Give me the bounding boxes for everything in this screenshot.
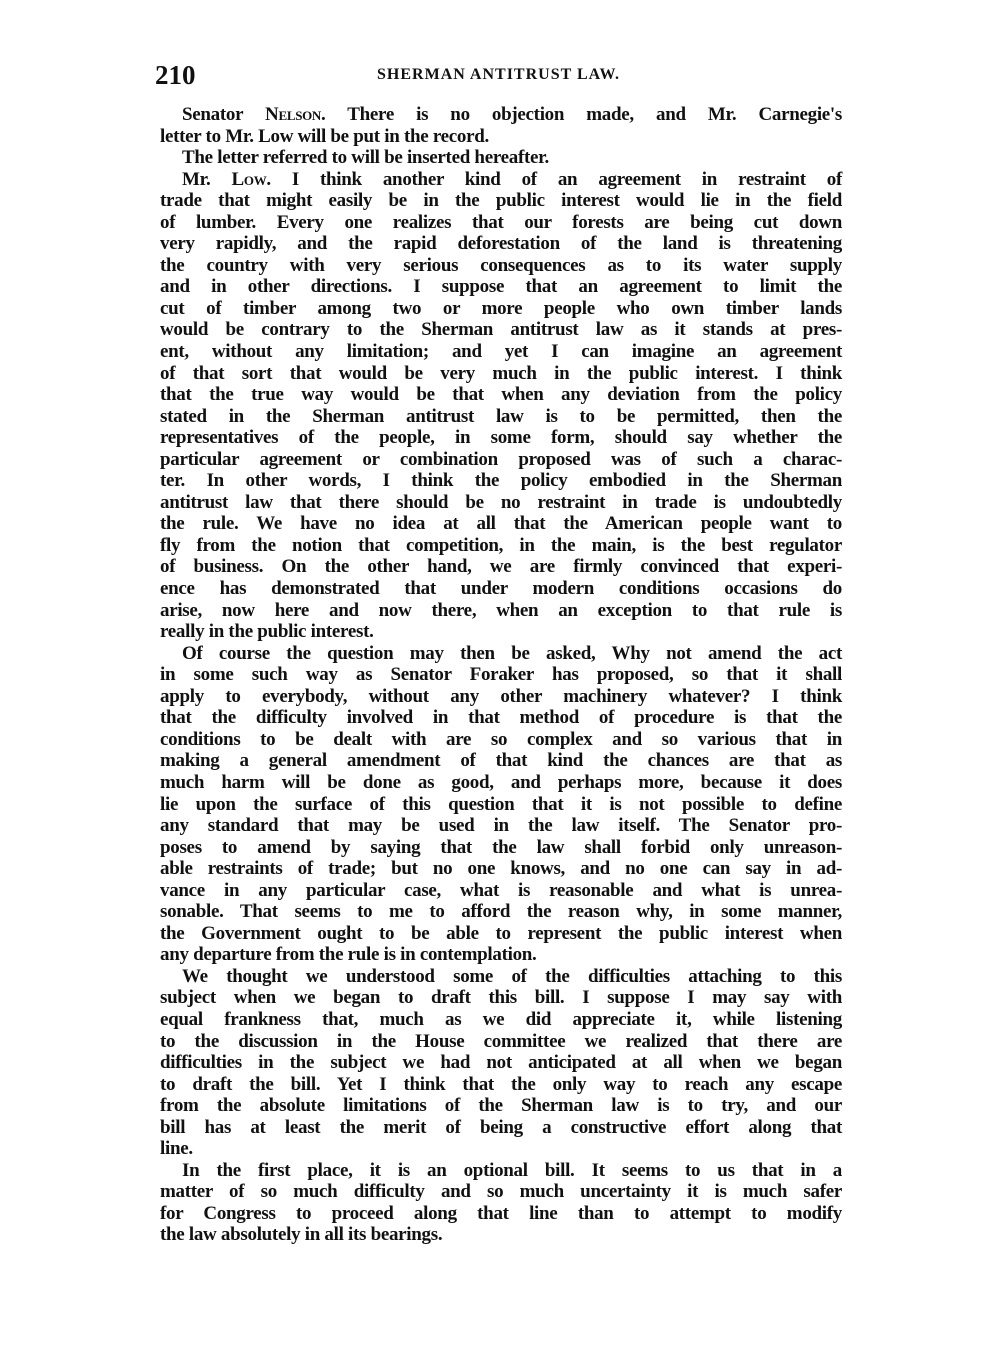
text-line: making a general amendment of that kind the chances are that as [160,750,842,772]
text-line [160,169,842,191]
text-line: much harm will be done as good, and perhaps more, because it does [160,771,842,793]
text-line: particular agreement or combination proposed was of such a charac- [160,448,842,470]
text-line: ter. In other words, I think the policy embodied in the Sherman [160,470,842,492]
text-line: really in the public interest. [160,621,374,643]
text-line: equal frankness that, much as we did appreciate it, while listening [160,1008,842,1030]
text-line: letter to Mr. Low will be put in the record. [160,125,489,147]
text-line: subject when we began to draft this bill. I suppose I may say with [160,987,842,1009]
text-line: conditions to be dealt with are so complex and so various that in [160,728,842,750]
speaker-name: Nelson [265,104,322,125]
text-line: arise, now here and now there, when an exception to that rule is [160,599,842,621]
text-line: in some such way as Senator Foraker has proposed, so that it shall [160,664,842,686]
text-line: and in other directions. I suppose that an agreement to limit the [160,276,842,298]
text-line: vance in any particular case, what is reasonable and what is unrea- [160,879,842,901]
text-line: Of course the question may then be asked, Why not amend the act [182,642,842,664]
speaker-name: Low [231,168,267,190]
text-line: ent, without any limitation; and yet I can imagine an agreement [160,341,842,363]
paragraph [160,169,842,643]
text-line: bill has at least the merit of being a constructive effort along that [160,1116,842,1138]
paragraph [160,643,842,966]
text-line: difficulties in the subject we had not anticipated at all when we began [160,1052,842,1074]
text-line: that the true way would be that when any deviation from the policy [160,384,842,406]
text-line: sonable. That seems to me to afford the reason why, in some manner, [160,901,842,923]
text-line: for Congress to proceed along that line than to attempt to modify [160,1202,842,1224]
paragraph [160,147,842,169]
text-line: We thought we understood some of the difficulties attaching to this [182,965,842,987]
text-line: any departure from the rule is in contemplation. [160,944,537,966]
text-line: would be contrary to the Sherman antitrust law as it stands at pres- [160,319,842,341]
paragraph [160,104,842,147]
text-line: of lumber. Every one realizes that our forests are being cut down [160,211,842,233]
text-line: fly from the notion that competition, in the main, is the best regulator [160,534,842,556]
text-line: the rule. We have no idea at all that the American people want to [160,513,842,535]
text-line: the law absolutely in all its bearings. [160,1224,443,1246]
text-line: the Government ought to be able to represent the public interest when [160,922,842,944]
text-line: to the discussion in the House committee we realized that there are [160,1030,842,1052]
speaker-title: Senator [182,104,266,125]
text-line: antitrust law that there should be no restraint in trade is undoubtedly [160,491,842,513]
text-line [160,104,842,126]
text-line: of that sort that would be very much in the public interest. I think [160,362,842,384]
page-body [160,104,842,1246]
text-line: able restraints of trade; but no one knows, and no one can say in ad- [160,858,842,880]
text-line: that the difficulty involved in that method of procedure is that the [160,707,842,729]
text-line: to draft the bill. Yet I think that the only way to reach any escape [160,1073,842,1095]
text-line: The letter referred to will be inserted hereafter. [182,147,549,169]
text-line: lie upon the surface of this question that it is not possible to define [160,793,842,815]
text-line: trade that might easily be in the public interest would lie in the field [160,190,842,212]
paragraph [160,966,842,1160]
text-line: apply to everybody, without any other machinery whatever? I think [160,685,842,707]
line-text: . There is no objection made, and Mr. Carnegie's [321,104,843,125]
text-line: the country with very serious consequences as to its water supply [160,254,842,276]
text-line: representatives of the people, in some form, should say whether the [160,427,842,449]
text-line: cut of timber among two or more people who own timber lands [160,297,842,319]
speaker-title: Mr. [182,168,232,190]
page-header [155,60,842,90]
text-line: ence has demonstrated that under modern conditions occasions do [160,578,842,600]
running-title: SHERMAN ANTITRUST LAW. [377,66,620,83]
text-line: poses to amend by saying that the law shall forbid only unreason- [160,836,842,858]
text-line: of business. On the other hand, we are firmly convinced that experi- [160,556,842,578]
text-line: stated in the Sherman antitrust law is to be permitted, then the [160,405,842,427]
page-number: 210 [155,60,196,90]
text-line: line. [160,1138,193,1160]
text-line: from the absolute limitations of the Sherman law is to try, and our [160,1095,842,1117]
line-text: . I think another kind of an agreement in restraint of [266,168,842,190]
text-line: matter of so much difficulty and so much uncertainty it is much safer [160,1181,842,1203]
text-line: any standard that may be used in the law itself. The Senator pro- [160,815,842,837]
text-line: very rapidly, and the rapid deforestation of the land is threatening [160,233,842,255]
text-line: In the first place, it is an optional bill. It seems to us that in a [182,1159,842,1181]
paragraph [160,1160,842,1246]
